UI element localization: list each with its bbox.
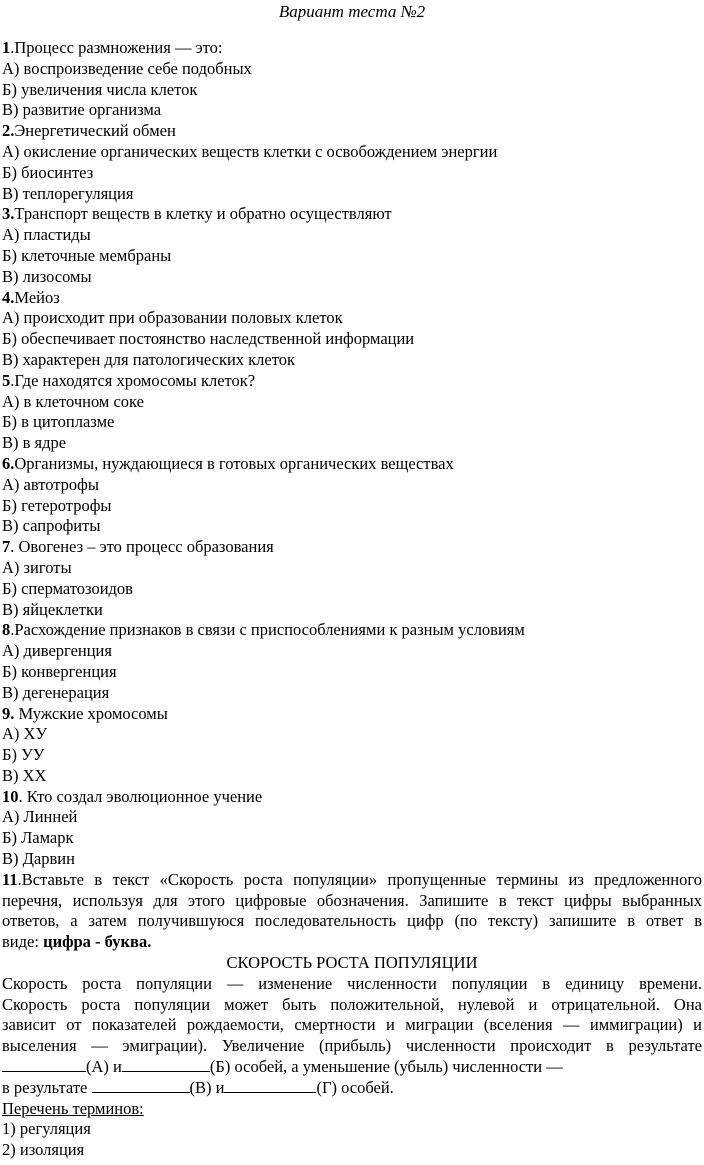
question-10: [2, 787, 702, 808]
answer-option: Б) биосинтез: [2, 162, 94, 182]
answer-option: А) воспроизведение себе подобных: [2, 58, 252, 78]
question-text: .Расхождение признаков в связи с приспособлениями к разным условиям: [10, 620, 525, 640]
question-text: .Процесс размножения — это:: [10, 38, 223, 57]
question-text: Энергетический обмен: [14, 121, 176, 141]
question-text: . Кто создал эволюционное учение: [18, 786, 263, 806]
answer-option: Б) увеличения числа клеток: [2, 79, 198, 99]
question-8: [2, 620, 702, 641]
terms-heading: Перечень терминов:: [2, 1098, 144, 1118]
answer-option: Б) гетеротрофы: [2, 495, 112, 515]
answer-option: В) в ядре: [2, 433, 67, 453]
question-2: [2, 121, 702, 142]
passage-line-6: в результате (В) и (Г) особей.: [2, 1077, 394, 1097]
question-6: [2, 454, 702, 475]
answer-option: Б) обеспечивает постоянство наследственной информации: [2, 329, 415, 349]
q11-line-3: ответов, а затем получившуюся последовательность цифр (по тексту) запишите в ответ в: [2, 911, 702, 931]
answer-option: А) Линней: [2, 807, 78, 827]
q11-number: 11: [2, 869, 18, 889]
passage-line-2: Скорость роста популяции может быть положительной, нулевой и отрицательной. Она: [2, 994, 702, 1014]
question-3: [2, 204, 702, 225]
answer-option: А) пластиды: [2, 225, 91, 245]
questions-list: [2, 38, 702, 870]
answer-option: В) характерен для патологических клеток: [2, 349, 296, 369]
question-5: [2, 371, 702, 392]
answer-option: В) Дарвин: [2, 849, 75, 869]
answer-option: А) автотрофы: [2, 474, 99, 494]
answer-option: В) лизосомы: [2, 266, 92, 286]
answer-option: Б) конвергенция: [2, 661, 117, 681]
question-7: [2, 537, 702, 558]
answer-option: Б) УУ: [2, 745, 45, 765]
question-9: [2, 704, 702, 725]
answer-option: А) происходит при образовании половых клеток: [2, 308, 343, 328]
question-number: 9.: [2, 703, 15, 723]
blank-d: [224, 1078, 316, 1093]
question-text: Транспорт веществ в клетку и обратно осуществляют: [14, 204, 392, 224]
term-item: 2) изоляция: [2, 1140, 85, 1160]
answer-option: А) в клеточном соке: [2, 391, 144, 411]
question-text: . Овогенез – это процесс образования: [10, 537, 274, 557]
answer-option: А) ХУ: [2, 724, 48, 744]
answer-option: В) ХХ: [2, 765, 47, 785]
question-number: 4.: [2, 287, 15, 307]
question-number: 1: [2, 38, 11, 57]
question-number: 10: [2, 786, 19, 806]
passage-line-5: (А) и (Б) особей, а уменьшение (убыль) численности —: [2, 1057, 702, 1078]
question-text: Мейоз: [14, 287, 60, 307]
answer-option: Б) сперматозоидов: [2, 578, 133, 598]
answer-option: В) яйцеклетки: [2, 599, 103, 619]
question-text: Мужские хромосомы: [14, 703, 168, 723]
question-number: 5: [2, 370, 11, 390]
blank-c: [92, 1078, 190, 1093]
test-content: [2, 38, 702, 1161]
q11-line-2: перечня, используя для этого цифровые обозначения. Запишите в текст цифры выбранных: [2, 890, 702, 910]
question-number: 7: [2, 537, 11, 557]
answer-option: В) развитие организма: [2, 100, 162, 120]
answer-format: цифра - буква.: [43, 932, 152, 952]
answer-option: В) теплорегуляция: [2, 183, 134, 203]
question-1: [2, 38, 702, 59]
q11-line-4: виде: цифра - буква.: [2, 932, 152, 952]
question-4: [2, 288, 702, 309]
answer-option: Б) в цитоплазме: [2, 412, 115, 432]
answer-option: Б) Ламарк: [2, 828, 74, 848]
answer-option: В) сапрофиты: [2, 516, 101, 536]
passage-line-3: зависит от показателей рождаемости, смертности и миграции (вселения — иммиграции) и: [2, 1015, 702, 1035]
question-number: 2.: [2, 121, 15, 141]
question-text: Организмы, нуждающиеся в готовых органических веществах: [14, 453, 454, 473]
question-text: .Где находятся хромосомы клеток?: [10, 370, 256, 390]
blank-a: [2, 1057, 86, 1072]
answer-option: А) окисление органических веществ клетки с освобождением энергии: [2, 141, 498, 161]
passage-heading: СКОРОСТЬ РОСТА ПОПУЛЯЦИИ: [226, 953, 478, 973]
question-number: 6.: [2, 453, 15, 473]
answer-option: В) дегенерация: [2, 682, 110, 702]
term-item: 1) регуляция: [2, 1119, 91, 1139]
answer-option: Б) клеточные мембраны: [2, 245, 172, 265]
answer-option: А) дивергенция: [2, 641, 112, 661]
question-number: 3.: [2, 204, 15, 224]
answer-option: А) зиготы: [2, 557, 72, 577]
q11-line-1: 11.Вставьте в текст «Скорость роста популяции» пропущенные термины из предложенного: [2, 869, 702, 889]
blank-b: [122, 1057, 210, 1072]
passage-line-1: Скорость роста популяции — изменение численности популяции в единицу времени.: [2, 973, 702, 993]
test-title: Вариант теста №2: [278, 2, 426, 21]
question-number: 8: [2, 620, 11, 640]
passage-line-4: выселения — эмиграции). Увеличение (прибыль) численности происходит в результате: [2, 1036, 702, 1056]
